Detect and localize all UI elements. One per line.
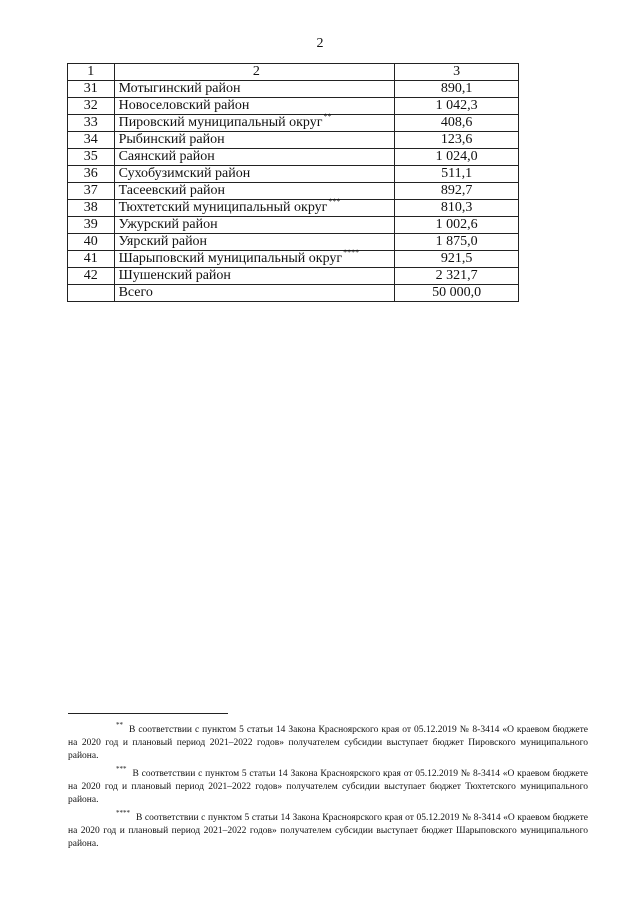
row-number: 36 [68, 166, 115, 183]
table-total-row [68, 285, 519, 302]
table-header-row [68, 64, 519, 81]
row-number: 35 [68, 149, 115, 166]
district-name: Шарыповский муниципальный округ [118, 251, 343, 266]
row-value: 1 042,3 [395, 98, 519, 115]
subsidy-table [67, 63, 519, 302]
row-number: 40 [68, 234, 115, 251]
row-value: 921,5 [395, 251, 519, 268]
district-name: Уярский район [118, 234, 208, 249]
row-name [114, 197, 395, 217]
footnote-mark: **** [343, 248, 360, 257]
table-row [68, 200, 519, 217]
table-row [68, 251, 519, 268]
district-name: Новоселовский район [118, 98, 250, 113]
row-name [114, 248, 395, 268]
row-number: 31 [68, 81, 115, 98]
district-name: Пировский муниципальный округ [118, 115, 323, 130]
footnote [68, 763, 588, 807]
district-name: Рыбинский район [118, 132, 225, 147]
table-row [68, 81, 519, 98]
district-name: Ужурский район [118, 217, 218, 232]
header-col-1: 1 [68, 64, 115, 81]
table-row [68, 166, 519, 183]
total-label: Всего [114, 285, 395, 302]
table-row [68, 268, 519, 285]
header-col-2: 2 [114, 64, 395, 81]
row-name [114, 149, 395, 166]
table-row [68, 149, 519, 166]
district-name: Тасеевский район [118, 183, 226, 198]
footnote-mark: ** [323, 112, 332, 121]
row-value: 1 002,6 [395, 217, 519, 234]
footnotes [68, 719, 588, 851]
table-row [68, 98, 519, 115]
district-name: Тюхтетский муниципальный округ [118, 200, 328, 215]
footnote-text: В соответствии с пунктом 5 статьи 14 Закона Красноярского края от 05.12.2019 № 8-3414 «О краевом бюджете на 2020 год и плановый период 2021–2022 годов» получателем субсидии выступает бюджет Шарыповского муниципального района. [68, 813, 588, 849]
row-number: 41 [68, 251, 115, 268]
footnote-marker: *** [116, 765, 127, 773]
row-name [114, 268, 395, 285]
row-value: 1 024,0 [395, 149, 519, 166]
district-name: Мотыгинский район [118, 81, 241, 96]
total-value: 50 000,0 [395, 285, 519, 302]
row-number: 42 [68, 268, 115, 285]
row-value: 892,7 [395, 183, 519, 200]
footnote-text: В соответствии с пунктом 5 статьи 14 Закона Красноярского края от 05.12.2019 № 8-3414 «О краевом бюджете на 2020 год и плановый период 2021–2022 годов» получателем субсидии выступает бюджет Пировского муниципального района. [68, 725, 588, 761]
footnote-mark: *** [328, 197, 341, 206]
footnote-text: В соответствии с пунктом 5 статьи 14 Закона Красноярского края от 05.12.2019 № 8-3414 «О краевом бюджете на 2020 год и плановый период 2021–2022 годов» получателем субсидии выступает бюджет Тюхтетского муниципального района. [68, 769, 588, 805]
row-number: 34 [68, 132, 115, 149]
row-value: 511,1 [395, 166, 519, 183]
row-number: 37 [68, 183, 115, 200]
district-name: Саянский район [118, 149, 215, 164]
row-name [114, 166, 395, 183]
row-value: 408,6 [395, 115, 519, 132]
row-value: 2 321,7 [395, 268, 519, 285]
footnote [68, 807, 588, 851]
total-empty-cell [68, 285, 115, 302]
page-number: 2 [316, 36, 324, 51]
row-value: 890,1 [395, 81, 519, 98]
row-number: 32 [68, 98, 115, 115]
row-number: 39 [68, 217, 115, 234]
district-name: Сухобузимский район [118, 166, 251, 181]
row-value: 810,3 [395, 200, 519, 217]
table-row [68, 115, 519, 132]
row-name [114, 98, 395, 115]
row-number: 38 [68, 200, 115, 217]
footnote-marker: **** [116, 809, 130, 817]
footnote [68, 719, 588, 763]
footnote-divider [68, 713, 228, 714]
row-name [114, 217, 395, 234]
row-name [114, 183, 395, 200]
row-value: 1 875,0 [395, 234, 519, 251]
table-row [68, 132, 519, 149]
table-row [68, 234, 519, 251]
footnote-marker: ** [116, 721, 123, 729]
district-name: Шушенский район [118, 268, 231, 283]
row-value: 123,6 [395, 132, 519, 149]
table-row [68, 183, 519, 200]
header-col-3: 3 [395, 64, 519, 81]
row-number: 33 [68, 115, 115, 132]
table-row [68, 217, 519, 234]
row-name [114, 81, 395, 98]
row-name [114, 112, 395, 132]
row-name [114, 132, 395, 149]
